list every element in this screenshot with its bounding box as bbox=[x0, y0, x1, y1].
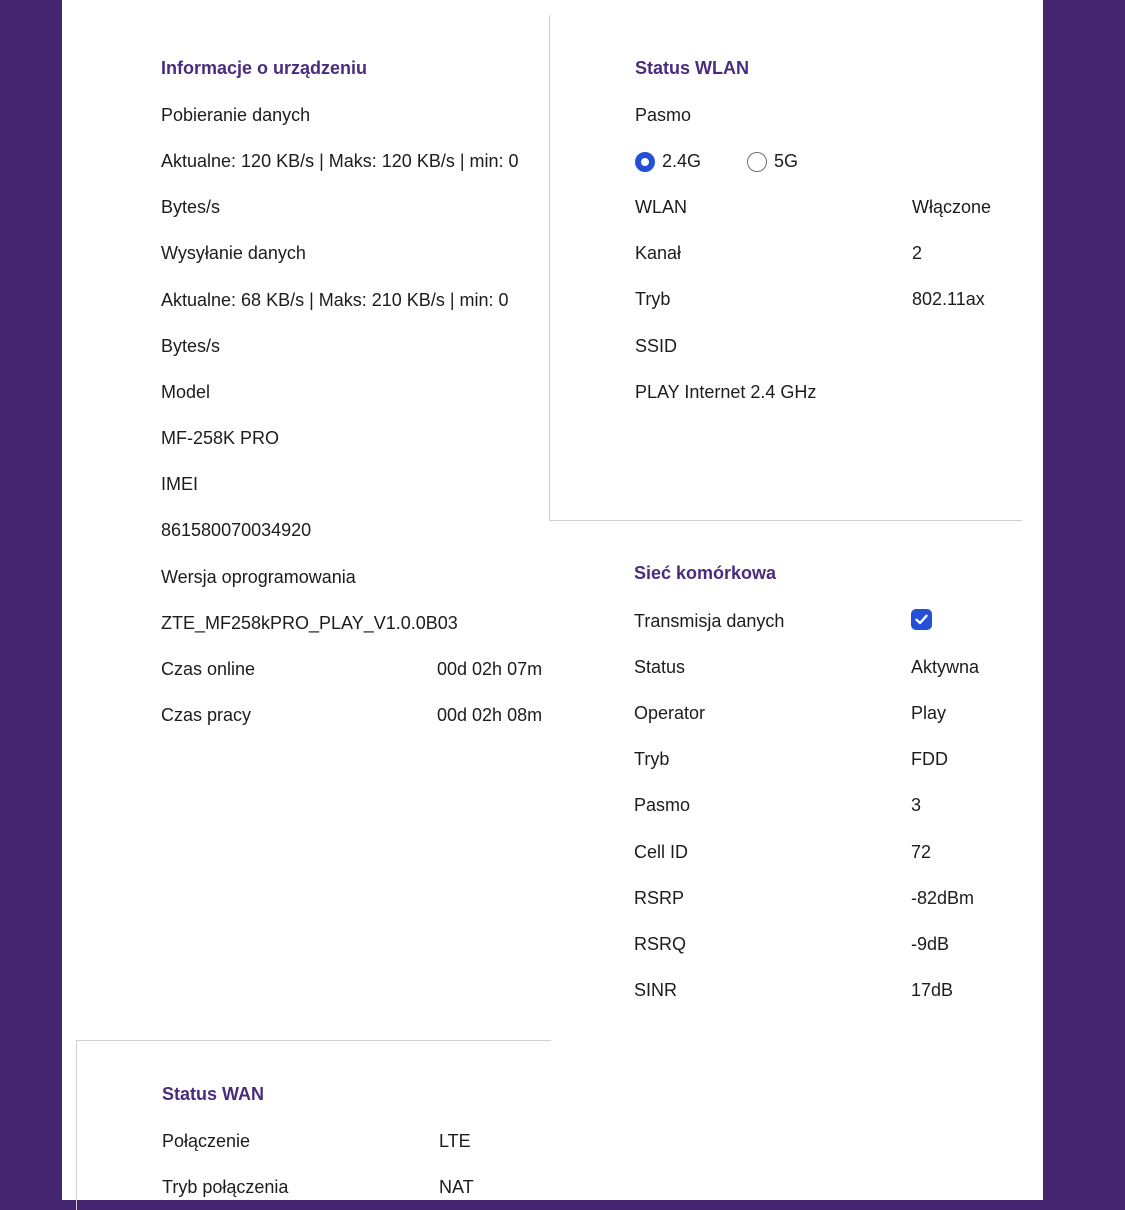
rsrq-value: -9dB bbox=[911, 934, 950, 954]
connection-value: LTE bbox=[439, 1131, 471, 1151]
upload-value: Aktualne: 68 KB/s | Maks: 210 KB/s | min: 0 bbox=[161, 290, 509, 310]
cell-status-value: Aktywna bbox=[911, 657, 980, 677]
upload-label: Wysyłanie danych bbox=[161, 243, 306, 263]
band-option-label: 5G bbox=[774, 151, 799, 171]
imei-label: IMEI bbox=[161, 474, 199, 494]
cell-id-label: Cell ID bbox=[634, 842, 689, 862]
operator-label: Operator bbox=[634, 703, 706, 723]
wlan-mode-label: Tryb bbox=[635, 289, 671, 309]
cell-mode-label: Tryb bbox=[634, 749, 670, 769]
wlan-state-label: WLAN bbox=[635, 197, 688, 217]
wlan-channel-value: 2 bbox=[912, 243, 923, 263]
cell-mode-value: FDD bbox=[911, 749, 948, 769]
cell-id-value: 72 bbox=[911, 842, 932, 862]
cell-status-label: Status bbox=[634, 657, 686, 677]
ssid-value: PLAY Internet 2.4 GHz bbox=[635, 382, 817, 402]
rsrq-label: RSRQ bbox=[634, 934, 687, 954]
status-page bbox=[62, 0, 1043, 1200]
sinr-label: SINR bbox=[634, 980, 678, 1000]
cellular-title: Sieć komórkowa bbox=[634, 563, 777, 583]
download-unit: Bytes/s bbox=[161, 197, 221, 217]
wan-status-title: Status WAN bbox=[162, 1084, 265, 1104]
band-radio-5g[interactable] bbox=[747, 150, 817, 174]
wlan-band-label: Pasmo bbox=[635, 105, 692, 125]
wan-status-card bbox=[76, 1040, 551, 1210]
cellular-network-card bbox=[549, 521, 1022, 1021]
wlan-state-value: Włączone bbox=[912, 197, 992, 217]
radio-checked-icon[interactable] bbox=[635, 152, 655, 172]
model-label: Model bbox=[161, 382, 211, 402]
cell-band-label: Pasmo bbox=[634, 795, 691, 815]
uptime-value: 00d 02h 08m bbox=[437, 705, 543, 725]
connection-mode-label: Tryb połączenia bbox=[162, 1177, 289, 1197]
checkmark-icon bbox=[914, 612, 929, 627]
uptime-label: Czas pracy bbox=[161, 705, 252, 725]
online-time-value: 00d 02h 07m bbox=[437, 659, 543, 679]
wlan-status-title: Status WLAN bbox=[635, 58, 749, 78]
imei-value: 861580070034920 bbox=[161, 520, 312, 540]
wlan-channel-label: Kanał bbox=[635, 243, 682, 263]
online-time-label: Czas online bbox=[161, 659, 256, 679]
data-transmission-checkbox[interactable] bbox=[911, 609, 932, 630]
sinr-value: 17dB bbox=[911, 980, 954, 1000]
download-label: Pobieranie danych bbox=[161, 105, 311, 125]
rsrp-label: RSRP bbox=[634, 888, 685, 908]
operator-value: Play bbox=[911, 703, 947, 723]
connection-mode-value: NAT bbox=[439, 1177, 474, 1197]
model-value: MF-258K PRO bbox=[161, 428, 280, 448]
rsrp-value: -82dBm bbox=[911, 888, 975, 908]
band-option-label: 2.4G bbox=[662, 151, 702, 171]
download-value: Aktualne: 120 KB/s | Maks: 120 KB/s | min: 0 bbox=[161, 151, 519, 171]
connection-label: Połączenie bbox=[162, 1131, 251, 1151]
device-info-title: Informacje o urządzeniu bbox=[161, 58, 368, 78]
upload-unit: Bytes/s bbox=[161, 336, 221, 356]
band-radio-2-4g[interactable] bbox=[635, 150, 715, 174]
radio-unchecked-icon[interactable] bbox=[747, 152, 767, 172]
data-transmission-label: Transmisja danych bbox=[634, 611, 785, 631]
firmware-label: Wersja oprogramowania bbox=[161, 567, 356, 587]
wlan-status-card bbox=[549, 15, 1022, 521]
cell-band-value: 3 bbox=[911, 795, 922, 815]
ssid-label: SSID bbox=[635, 336, 678, 356]
device-info-card bbox=[62, 0, 550, 1040]
wlan-mode-value: 802.11ax bbox=[912, 289, 985, 309]
firmware-value: ZTE_MF258kPRO_PLAY_V1.0.0B03 bbox=[161, 613, 458, 633]
